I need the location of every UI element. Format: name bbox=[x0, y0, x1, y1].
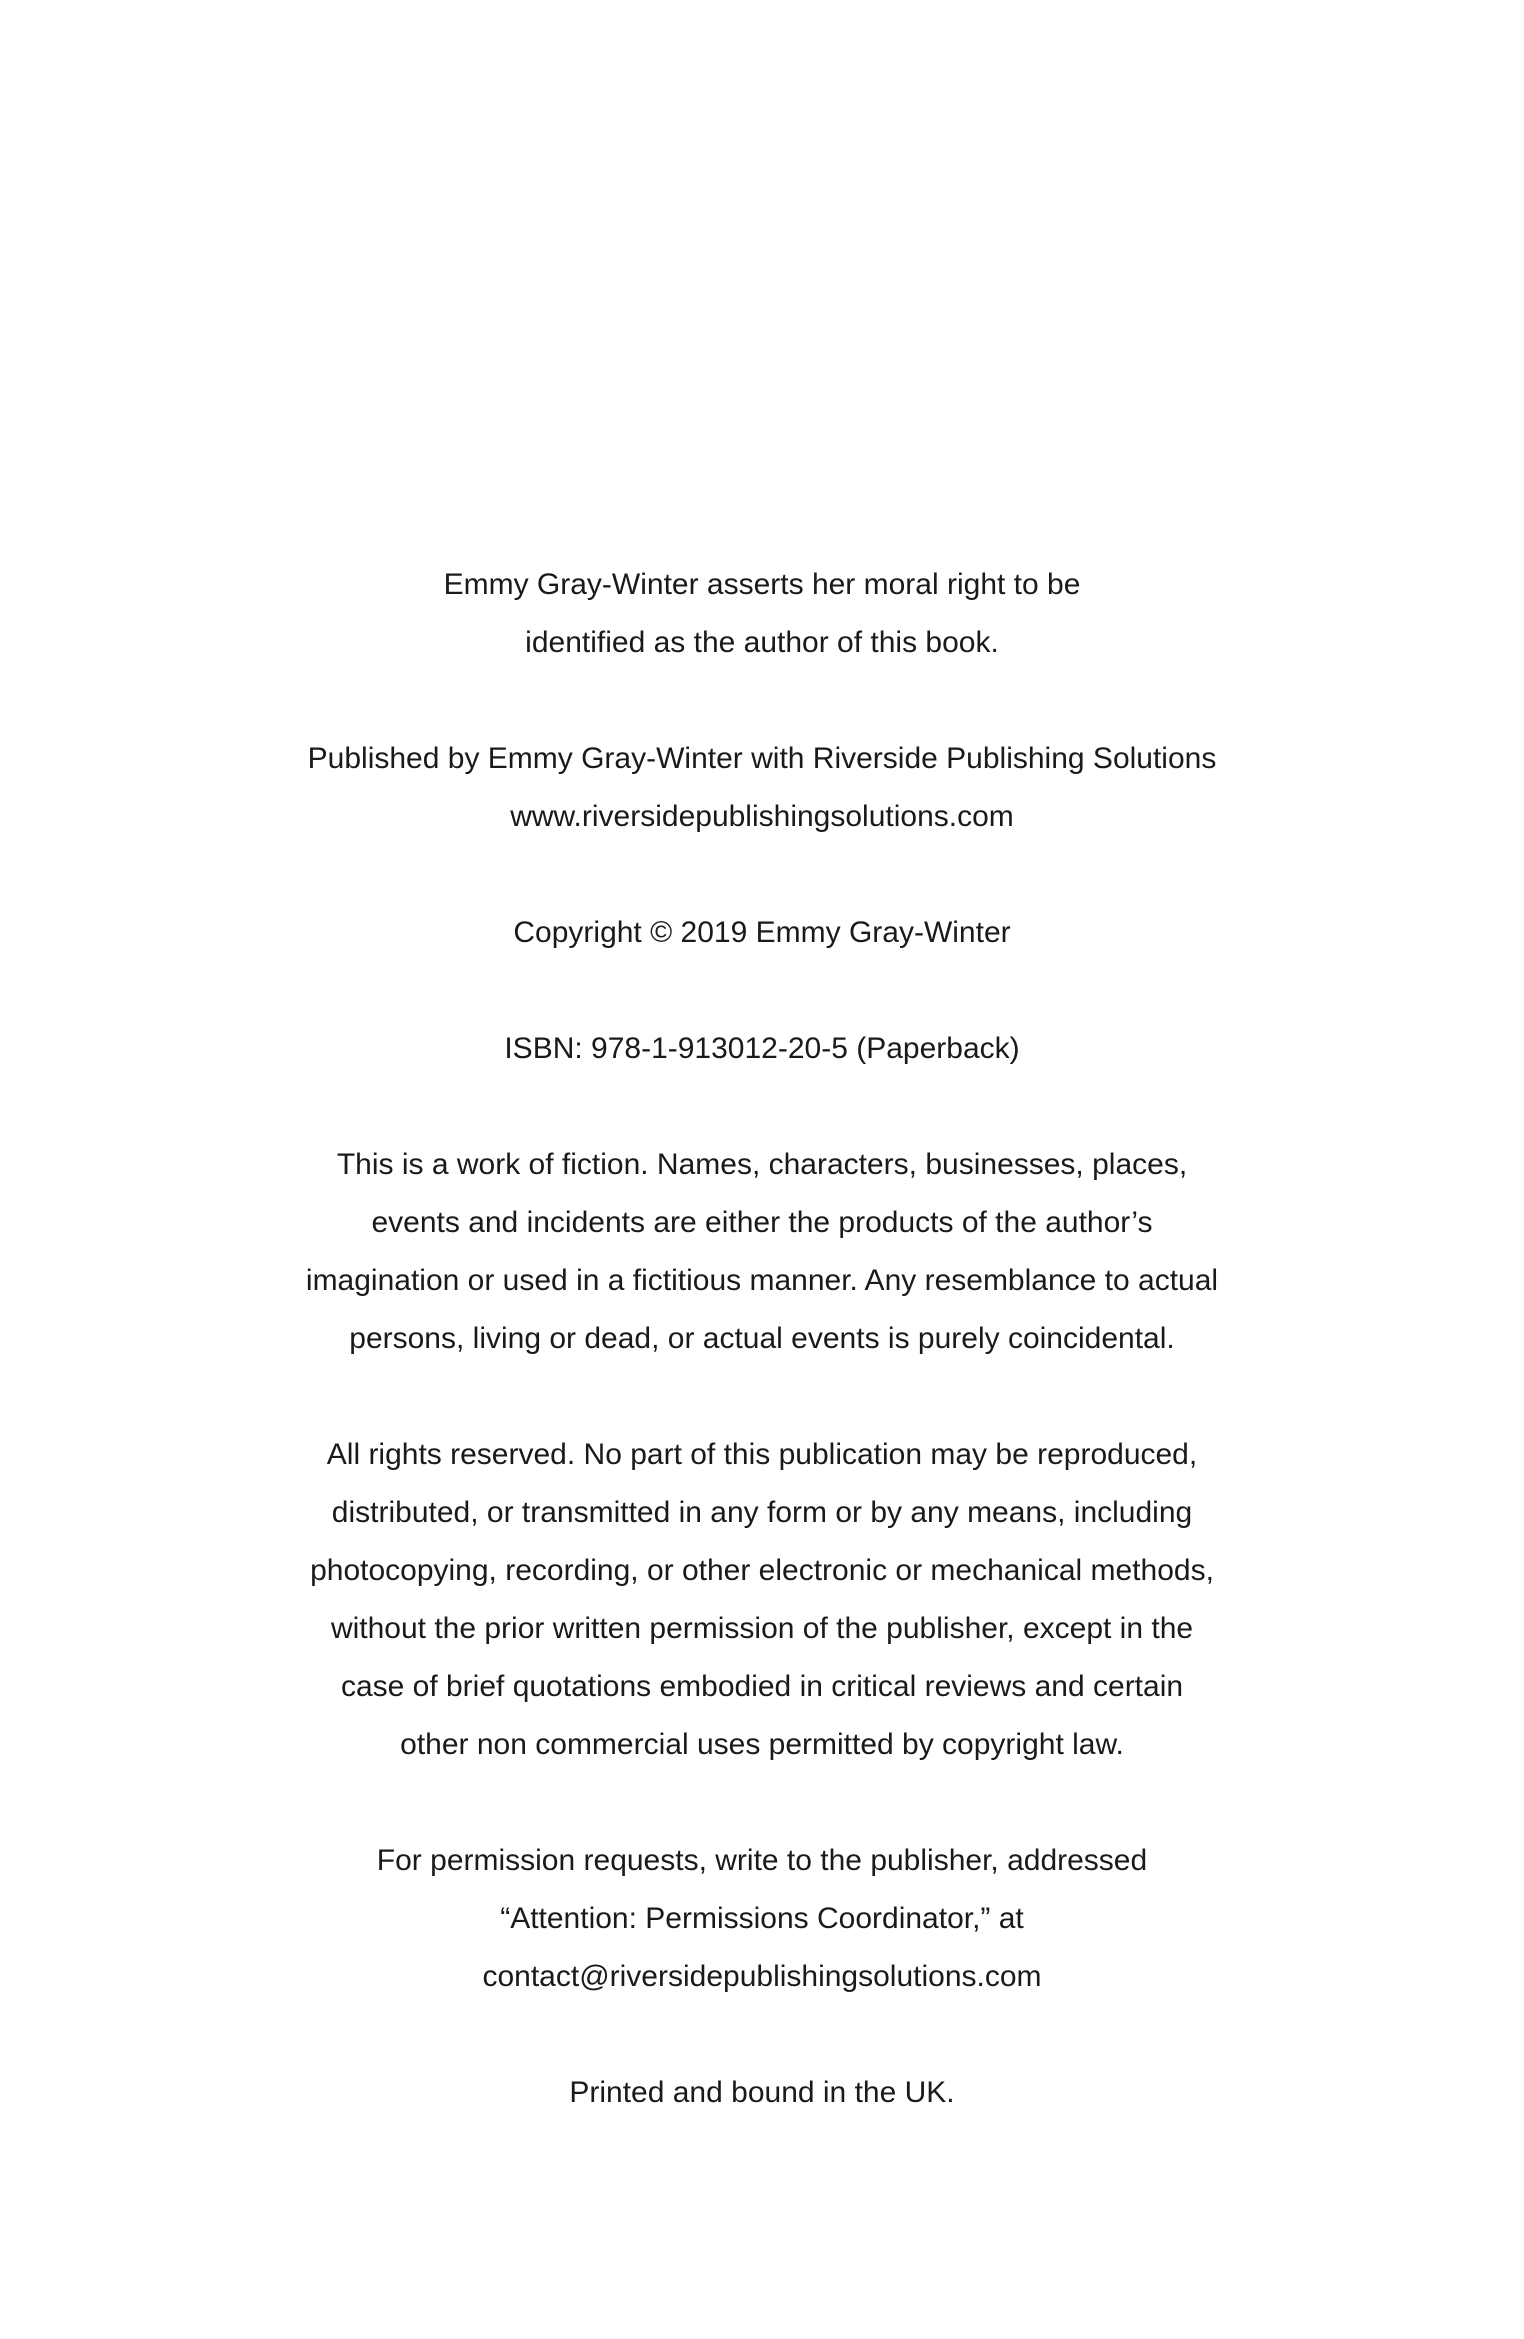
text-line: identified as the author of this book. bbox=[525, 626, 999, 659]
text-line: events and incidents are either the products of the author’s bbox=[371, 1206, 1153, 1239]
text-line: distributed, or transmitted in any form or by any means, including bbox=[331, 1496, 1193, 1529]
text-line: persons, living or dead, or actual events is purely coincidental. bbox=[349, 1322, 1175, 1355]
publisher-paragraph bbox=[0, 730, 1524, 846]
text-line: Copyright © 2019 Emmy Gray-Winter bbox=[513, 916, 1011, 949]
text-line: other non commercial uses permitted by copyright law. bbox=[400, 1728, 1124, 1761]
text-line: For permission requests, write to the publisher, addressed bbox=[376, 1844, 1148, 1877]
rights-reserved-paragraph bbox=[0, 1426, 1524, 1774]
moral-rights-paragraph bbox=[0, 556, 1524, 672]
fiction-disclaimer-paragraph bbox=[0, 1136, 1524, 1368]
text-line: without the prior written permission of the publisher, except in the bbox=[330, 1612, 1194, 1645]
text-line: www.riversidepublishingsolutions.com bbox=[510, 800, 1014, 833]
text-line: Published by Emmy Gray-Winter with Riverside Publishing Solutions bbox=[307, 742, 1217, 775]
permissions-paragraph bbox=[0, 1832, 1524, 2006]
text-line: case of brief quotations embodied in critical reviews and certain bbox=[340, 1670, 1184, 1703]
text-line: ISBN: 978-1-913012-20-5 (Paperback) bbox=[504, 1032, 1020, 1065]
text-line: All rights reserved. No part of this publication may be reproduced, bbox=[326, 1438, 1198, 1471]
text-line: Printed and bound in the UK. bbox=[569, 2076, 955, 2109]
text-line: imagination or used in a fictitious manner. Any resemblance to actual bbox=[305, 1264, 1219, 1297]
text-line: “Attention: Permissions Coordinator,” at bbox=[500, 1902, 1024, 1935]
text-line: This is a work of fiction. Names, characters, businesses, places, bbox=[336, 1148, 1188, 1181]
copyright-paragraph bbox=[0, 904, 1524, 962]
text-line: photocopying, recording, or other electronic or mechanical methods, bbox=[310, 1554, 1214, 1587]
copyright-page bbox=[0, 556, 1524, 2180]
text-line: contact@riversidepublishingsolutions.com bbox=[482, 1960, 1042, 1993]
text-line: Emmy Gray-Winter asserts her moral right to be bbox=[443, 568, 1081, 601]
isbn-paragraph bbox=[0, 1020, 1524, 1078]
printed-paragraph bbox=[0, 2064, 1524, 2122]
